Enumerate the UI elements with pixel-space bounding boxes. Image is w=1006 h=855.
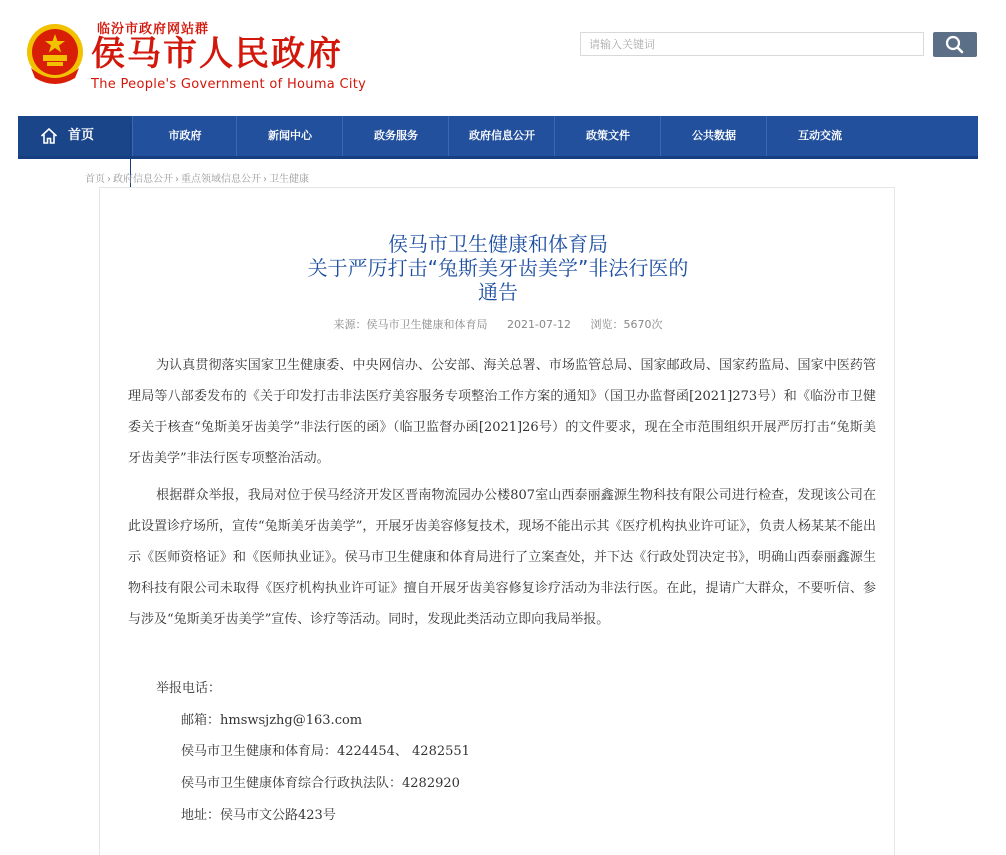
article-paragraph-1-text: 为认真贯彻落实国家卫生健康委、中央网信办、公安部、海关总署、市场监管总局、国家邮政局、国家药监局、国家中医药管理局等八部委发布的《关于印发打击非法医疗美容服务专项整治工作方案的通知》（国卫办监督函[2021]273号）和《临汾市卫健委关于核查“兔斯美牙齿美学”非法行医的函》（临卫监督办函[2021]26号）的文件要求，现在全市范围组织开展严厉打击“兔斯美牙齿美学”非法行医专项整治活动。 (128, 358, 876, 466)
breadcrumb-health[interactable]: 卫生健康 (269, 174, 309, 185)
article-paragraph-2 (128, 480, 876, 635)
nav-item-policy[interactable]: 政策文件 (554, 116, 661, 156)
nav-item-government[interactable]: 市政府 (132, 116, 237, 156)
contact-phone-bureau: 侯马市卫生健康和体育局：4224454、 4282551 (181, 744, 470, 759)
home-icon (40, 127, 58, 145)
nav-item-news[interactable]: 新闻中心 (236, 116, 343, 156)
breadcrumb-key-areas[interactable]: 重点领域信息公开 (181, 174, 261, 185)
breadcrumb-separator: › (175, 174, 179, 185)
search-button[interactable] (933, 32, 977, 57)
breadcrumb-info-disclosure[interactable]: 政府信息公开 (113, 174, 173, 185)
site-subtitle: The People's Government of Houma City (91, 77, 367, 92)
article-paragraph-2-text: 根据群众举报，我局对位于侯马经济开发区晋南物流园办公楼807室山西泰丽鑫源生物科技有限公司进行检查，发现该公司在此设置诊疗场所，宣传“兔斯美牙齿美学”，开展牙齿美容修复技术，现场不能出示其《医疗机构执业许可证》，负责人杨某某不能出示《医师资格证》和《医师执业证》。侯马市卫生健康和体育局进行了立案查处，并下达《行政处罚决定书》，明确山西泰丽鑫源生物科技有限公司未取得《医疗机构执业许可证》擅自开展牙齿美容修复诊疗活动为非法行医。在此，提请广大群众，不要听信、参与涉及“兔斯美牙齿美学”宣传、诊疗等活动。同时，发现此类活动立即向我局举报。 (128, 488, 876, 627)
nav-item-info-disclosure[interactable]: 政府信息公开 (448, 116, 555, 156)
article-paragraph-1 (128, 350, 876, 474)
nav-home[interactable] (18, 116, 132, 156)
article-title-line3: 通告 (478, 280, 518, 304)
national-emblem-icon[interactable] (23, 22, 87, 86)
main-nav (18, 116, 978, 159)
nav-item-public-data[interactable]: 公共数据 (660, 116, 767, 156)
site-header (0, 0, 1006, 115)
article-title-line1: 侯马市卫生健康和体育局 (388, 232, 608, 256)
breadcrumb-separator: › (107, 174, 111, 185)
article-title-line2: 关于严厉打击“兔斯美牙齿美学”非法行医的 (307, 256, 689, 280)
article-source: 来源：侯马市卫生健康和体育局 (333, 318, 488, 331)
contact-email: 邮箱：hmswsjzhg@163.com (181, 713, 363, 728)
site-group-label[interactable]: 临汾市政府网站群 (97, 22, 210, 37)
article-panel (99, 187, 895, 855)
site-title[interactable]: 侯马市人民政府 (91, 34, 343, 74)
nav-item-services[interactable]: 政务服务 (342, 116, 449, 156)
article-meta (100, 316, 896, 332)
article-date: 2021-07-12 (507, 318, 571, 331)
breadcrumb-home[interactable]: 首页 (85, 174, 105, 185)
contact-address: 地址：侯马市文公路423号 (181, 808, 336, 823)
article-views: 浏览：5670次 (590, 318, 663, 331)
search-input[interactable]: 请输入关键词 (580, 32, 924, 56)
breadcrumb-separator: › (263, 174, 267, 185)
report-label: 举报电话： (156, 681, 222, 696)
nav-item-interaction[interactable]: 互动交流 (766, 116, 873, 156)
search-icon (933, 32, 977, 57)
nav-home-label: 首页 (68, 128, 95, 143)
breadcrumb (85, 170, 309, 185)
contact-phone-enforcement: 侯马市卫生健康体育综合行政执法队：4282920 (181, 776, 460, 791)
